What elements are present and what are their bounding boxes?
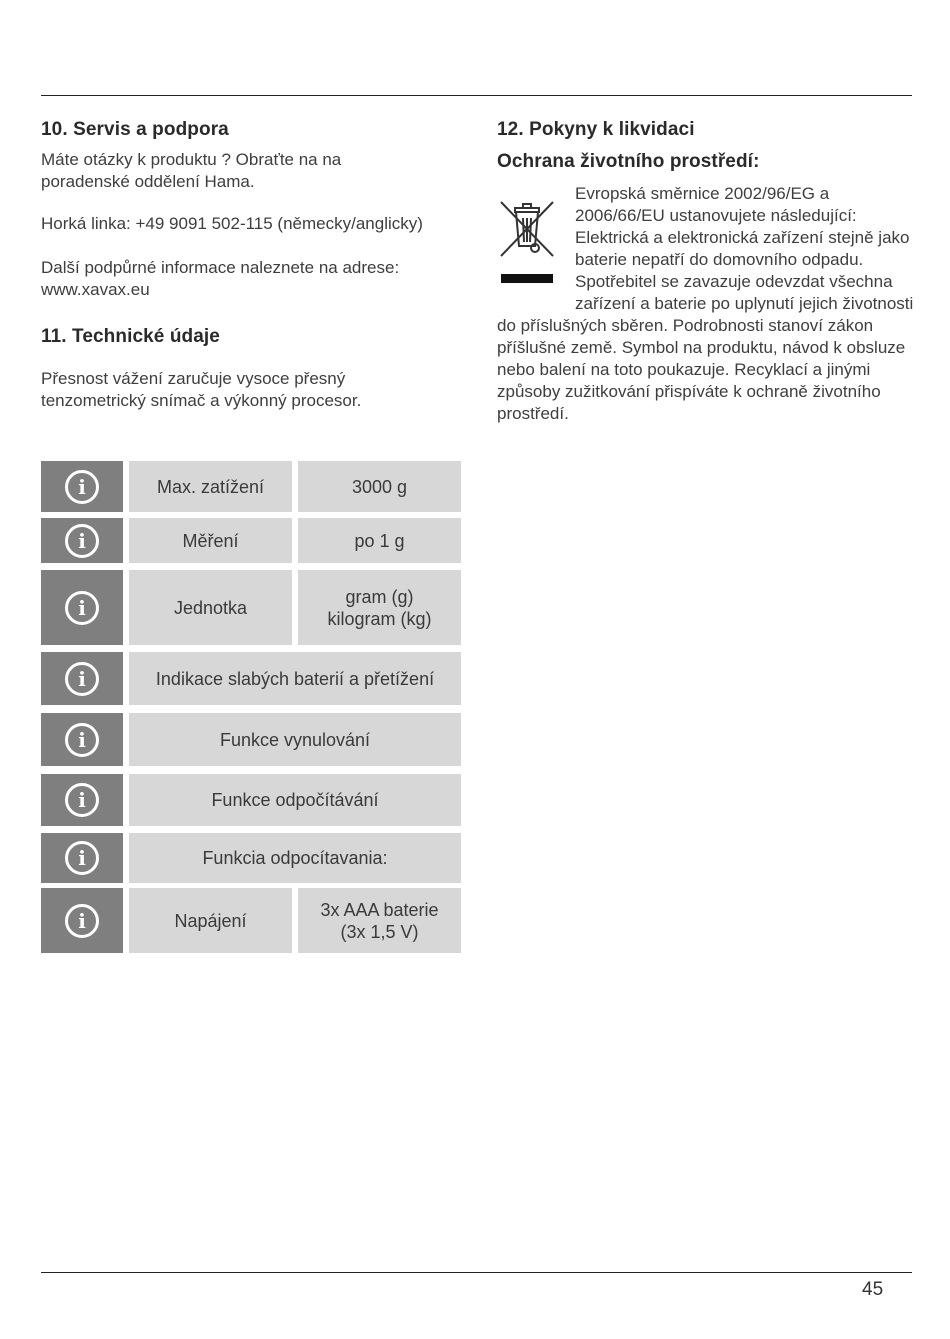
page-number: 45 [862, 1279, 884, 1300]
info-icon: i [65, 904, 99, 938]
spec-value-line: 3x AAA baterie [320, 899, 439, 920]
info-icon: i [65, 591, 99, 625]
spec-value: po 1 g [298, 518, 461, 563]
spec-label: Napájení [129, 888, 292, 953]
spec-label: Max. zatížení [129, 461, 292, 512]
info-tile [41, 570, 123, 645]
spec-value: 3000 g [298, 461, 461, 512]
spec-label: Funkce vynulování [129, 713, 461, 766]
disposal-text-block [497, 183, 917, 425]
spec-row [41, 833, 461, 883]
spec-value [298, 570, 461, 645]
info-icon: i [65, 841, 99, 875]
spec-value [298, 888, 461, 953]
info-icon: i [65, 524, 99, 558]
info-tile [41, 652, 123, 705]
info-icon: i [65, 783, 99, 817]
spec-label: Funkce odpočítávání [129, 774, 461, 826]
spec-row [41, 652, 461, 705]
spec-row [41, 518, 461, 563]
section-10-heading: 10. Servis a podpora [41, 119, 229, 140]
crossed-bin-icon [497, 196, 557, 290]
spec-label: Měření [129, 518, 292, 563]
spec-value-line: (3x 1,5 V) [340, 921, 419, 942]
spec-row [41, 570, 461, 645]
disposal-text: Evropská směrnice 2002/96/EG a 2006/66/EU ustanovujete následující: Elektrická a elektronická zařízení stejně jako baterie nepatří do domovního odpadu. Spotřebitel se zavazuje odevzdat všechna zařízení a baterie po uplynutí jejich životnosti do příslušných sběren. Podrobnosti stanoví zákon příšlušné země. Symbol na produktu, návod k obsluze nebo balení na toto poukazuje. Recyklací a jinými způsoby zužitkování přispíváte k ochraně životního prostředí. [497, 184, 914, 423]
info-icon: i [65, 723, 99, 757]
spec-label: Jednotka [129, 570, 292, 645]
section-12-heading: 12. Pokyny k likvidaci [497, 119, 695, 140]
technical-intro-text: Přesnost vážení zaručuje vysoce přesný tenzometrický snímač a výkonný procesor. [41, 369, 362, 410]
top-rule [41, 95, 912, 96]
info-tile [41, 518, 123, 563]
right-column [497, 119, 917, 425]
spec-value-line: kilogram (kg) [327, 608, 432, 629]
info-icon: i [65, 662, 99, 696]
bottom-rule [41, 1272, 912, 1273]
spec-label: Funkcia odpocítavania: [129, 833, 461, 883]
spec-row [41, 461, 461, 512]
spec-row [41, 888, 461, 953]
spec-row [41, 713, 461, 766]
info-icon: i [65, 470, 99, 504]
support-url: www.xavax.eu [41, 280, 150, 299]
spec-label: Indikace slabých baterií a přetížení [129, 652, 461, 705]
info-tile [41, 833, 123, 883]
left-column [41, 119, 471, 412]
servis-questions-text: Máte otázky k produktu ? Obraťte na na poradenské oddělení Hama. [41, 150, 342, 191]
support-info-text: Další podpůrné informace naleznete na adrese: [41, 258, 400, 277]
hotline-text: Horká linka: +49 9091 502-115 (německy/anglicky) [41, 214, 423, 233]
section-11-heading: 11. Technické údaje [41, 326, 220, 347]
info-tile [41, 774, 123, 826]
environment-subheading: Ochrana životního prostředí: [497, 151, 760, 172]
info-tile [41, 888, 123, 953]
info-tile [41, 713, 123, 766]
info-tile [41, 461, 123, 512]
spec-value-line: gram (g) [345, 586, 414, 607]
spec-row [41, 774, 461, 826]
